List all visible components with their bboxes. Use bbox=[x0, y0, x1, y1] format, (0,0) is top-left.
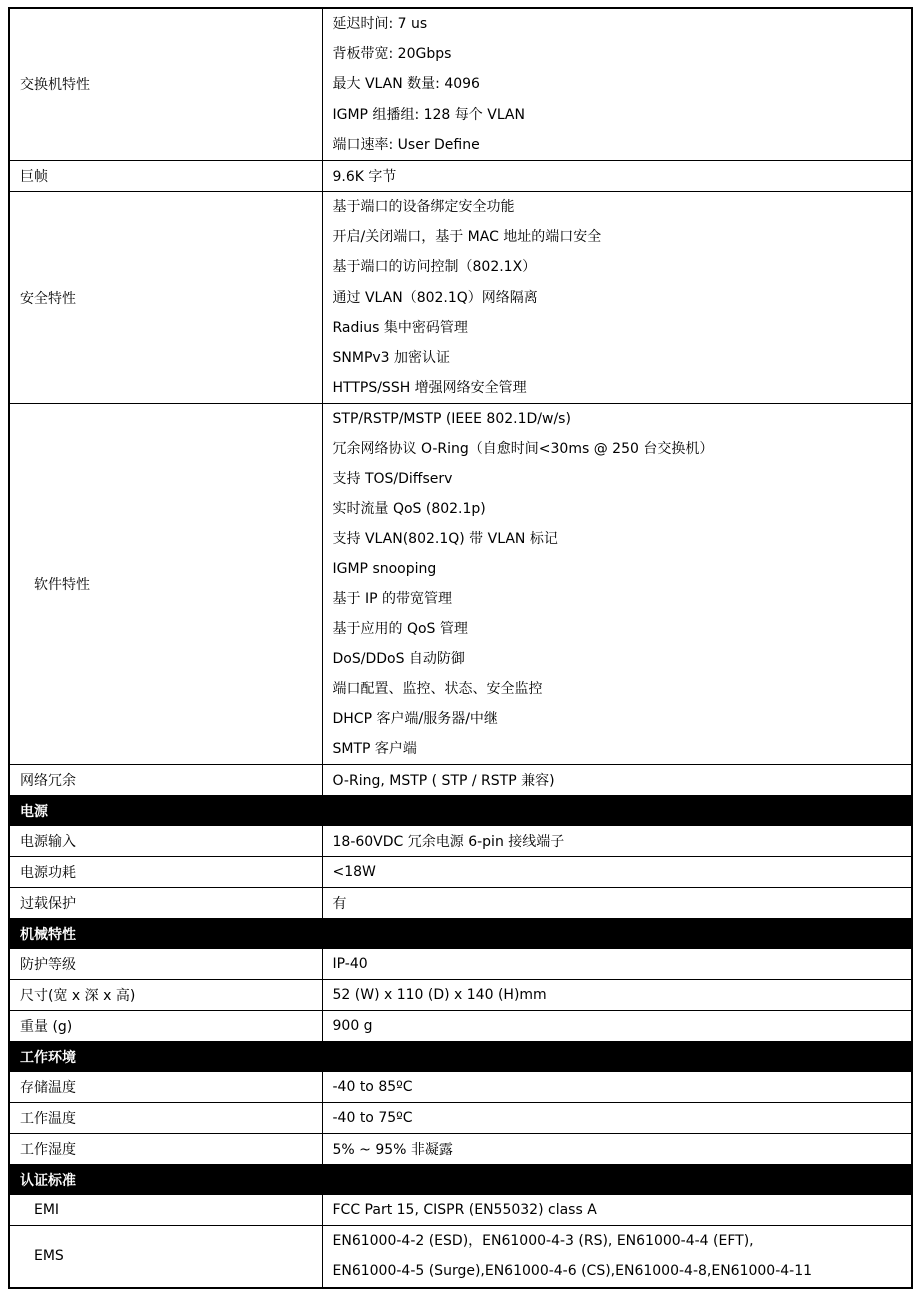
value-power-input: 18-60VDC 冗余电源 6-pin 接线端子 bbox=[322, 826, 912, 857]
line: IGMP 组播组: 128 每个 VLAN bbox=[332, 106, 525, 123]
section-header-certification: 认证标准 bbox=[9, 1165, 912, 1195]
label-emi: EMI bbox=[9, 1195, 322, 1226]
line: 端口配置、监控、状态、安全监控 bbox=[332, 681, 543, 698]
section-power bbox=[9, 796, 912, 826]
row-operating-humidity bbox=[9, 1134, 912, 1165]
line: EN61000-4-2 (ESD)，EN61000-4-3 (RS), EN61000-4-4 (EFT), bbox=[332, 1233, 754, 1250]
value-ems bbox=[322, 1226, 912, 1288]
line: DHCP 客户端/服务器/中继 bbox=[332, 711, 498, 728]
line: 支持 VLAN(802.1Q) 带 VLAN 标记 bbox=[332, 531, 558, 548]
value-operating-humidity: 5% ~ 95% 非凝露 bbox=[322, 1134, 912, 1165]
row-ems bbox=[9, 1226, 912, 1288]
line: EN61000-4-5 (Surge),EN61000-4-6 (CS),EN61000-4-8,EN61000-4-11 bbox=[332, 1263, 813, 1280]
section-certification bbox=[9, 1165, 912, 1195]
label-power-consumption: 电源功耗 bbox=[9, 857, 322, 888]
row-weight bbox=[9, 1011, 912, 1042]
label-software-features: 软件特性 bbox=[9, 404, 322, 765]
value-dimensions: 52 (W) x 110 (D) x 140 (H)mm bbox=[322, 980, 912, 1011]
line: 背板带宽: 20Gbps bbox=[332, 46, 452, 63]
label-network-redundancy: 网络冗余 bbox=[9, 765, 322, 796]
value-jumbo-frame: 9.6K 字节 bbox=[322, 160, 912, 191]
row-jumbo-frame bbox=[9, 160, 912, 191]
row-dimensions bbox=[9, 980, 912, 1011]
line: 基于端口的设备绑定安全功能 bbox=[332, 198, 515, 215]
row-switch-features bbox=[9, 8, 912, 160]
row-software-features bbox=[9, 404, 912, 765]
label-operating-temp: 工作温度 bbox=[9, 1103, 322, 1134]
line: 开启/关闭端口，基于 MAC 地址的端口安全 bbox=[332, 229, 602, 246]
value-storage-temp: -40 to 85ºC bbox=[322, 1072, 912, 1103]
value-switch-features bbox=[322, 8, 912, 160]
label-dimensions: 尺寸(宽 x 深 x 高) bbox=[9, 980, 322, 1011]
line: 实时流量 QoS (802.1p) bbox=[332, 501, 486, 518]
row-power-consumption bbox=[9, 857, 912, 888]
label-protection-level: 防护等级 bbox=[9, 949, 322, 980]
spec-table bbox=[8, 7, 913, 1289]
line: Radius 集中密码管理 bbox=[332, 319, 468, 336]
label-ems: EMS bbox=[9, 1226, 322, 1288]
line: 延迟时间: 7 us bbox=[332, 16, 428, 32]
section-environment bbox=[9, 1042, 912, 1072]
label-switch-features: 交换机特性 bbox=[9, 8, 322, 160]
line: 端口速率: User Define bbox=[332, 136, 480, 153]
value-software-features bbox=[322, 404, 912, 765]
row-power-input bbox=[9, 826, 912, 857]
section-header-mechanical: 机械特性 bbox=[9, 919, 912, 949]
label-storage-temp: 存储温度 bbox=[9, 1072, 322, 1103]
line: HTTPS/SSH 增强网络安全管理 bbox=[332, 380, 527, 397]
line: DoS/DDoS 自动防御 bbox=[332, 651, 465, 668]
line: 基于 IP 的带宽管理 bbox=[332, 591, 452, 608]
value-power-consumption: <18W bbox=[322, 857, 912, 888]
value-network-redundancy: O-Ring, MSTP ( STP / RSTP 兼容) bbox=[322, 765, 912, 796]
section-mechanical bbox=[9, 919, 912, 949]
label-security-features: 安全特性 bbox=[9, 191, 322, 403]
value-emi: FCC Part 15, CISPR (EN55032) class A bbox=[322, 1195, 912, 1226]
line: 基于端口的访问控制（802.1X） bbox=[332, 259, 537, 276]
value-operating-temp: -40 to 75ºC bbox=[322, 1103, 912, 1134]
value-overload-protection: 有 bbox=[322, 888, 912, 919]
section-header-environment: 工作环境 bbox=[9, 1042, 912, 1072]
row-emi bbox=[9, 1195, 912, 1226]
line: IGMP snooping bbox=[332, 561, 437, 578]
row-overload-protection bbox=[9, 888, 912, 919]
row-operating-temp bbox=[9, 1103, 912, 1134]
line: STP/RSTP/MSTP (IEEE 802.1D/w/s) bbox=[332, 411, 571, 428]
section-header-power: 电源 bbox=[9, 796, 912, 826]
value-weight: 900 g bbox=[322, 1011, 912, 1042]
label-jumbo-frame: 巨帧 bbox=[9, 160, 322, 191]
value-protection-level: IP-40 bbox=[322, 949, 912, 980]
label-power-input: 电源输入 bbox=[9, 826, 322, 857]
line: 基于应用的 QoS 管理 bbox=[332, 621, 468, 638]
row-storage-temp bbox=[9, 1072, 912, 1103]
line: 冗余网络协议 O-Ring（自愈时间<30ms @ 250 台交换机） bbox=[332, 441, 714, 458]
label-weight: 重量 (g) bbox=[9, 1011, 322, 1042]
line: SNMPv3 加密认证 bbox=[332, 349, 451, 366]
label-overload-protection: 过载保护 bbox=[9, 888, 322, 919]
row-security-features bbox=[9, 191, 912, 403]
value-security-features bbox=[322, 191, 912, 403]
line: 支持 TOS/Diffserv bbox=[332, 471, 453, 488]
row-protection-level bbox=[9, 949, 912, 980]
line: SMTP 客户端 bbox=[332, 741, 417, 758]
line: 最大 VLAN 数量: 4096 bbox=[332, 76, 480, 93]
row-network-redundancy bbox=[9, 765, 912, 796]
line: 通过 VLAN（802.1Q）网络隔离 bbox=[332, 289, 538, 306]
label-operating-humidity: 工作湿度 bbox=[9, 1134, 322, 1165]
